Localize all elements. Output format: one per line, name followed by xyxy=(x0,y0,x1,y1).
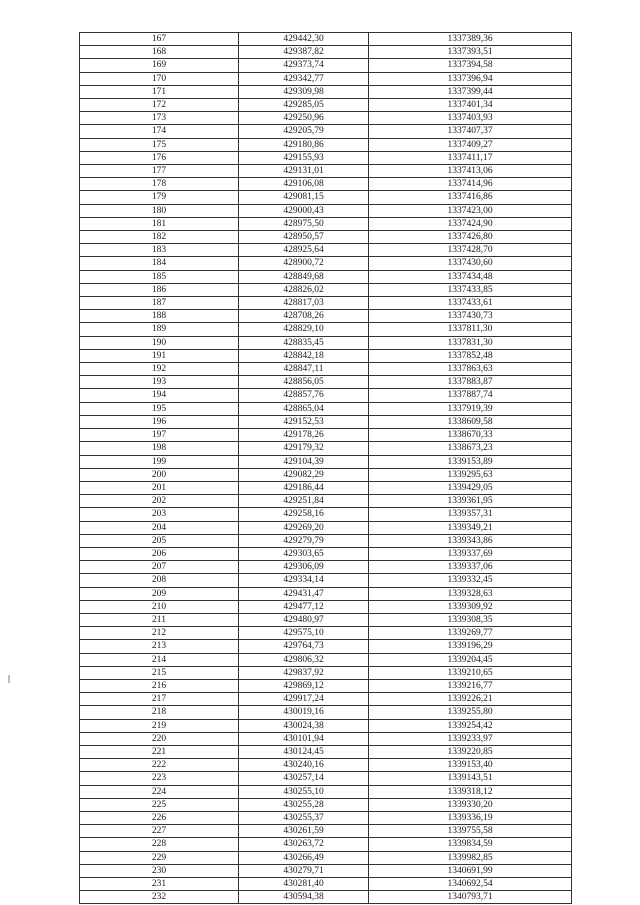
point-number-cell: 222 xyxy=(80,759,239,772)
x-coordinate-cell: 428849,68 xyxy=(239,270,369,283)
table-row xyxy=(80,85,572,98)
y-coordinate-cell: 1337389,36 xyxy=(369,33,572,46)
y-coordinate-cell: 1339216,77 xyxy=(369,679,572,692)
x-coordinate-cell: 430281,40 xyxy=(239,878,369,891)
table-row xyxy=(80,627,572,640)
table-row xyxy=(80,46,572,59)
y-coordinate-cell: 1337426,80 xyxy=(369,231,572,244)
point-number-cell: 182 xyxy=(80,231,239,244)
point-number-cell: 168 xyxy=(80,46,239,59)
point-number-cell: 191 xyxy=(80,349,239,362)
x-coordinate-cell: 430101,94 xyxy=(239,732,369,745)
table-row xyxy=(80,402,572,415)
point-number-cell: 210 xyxy=(80,600,239,613)
table-row xyxy=(80,759,572,772)
y-coordinate-cell: 1337831,30 xyxy=(369,336,572,349)
y-coordinate-cell: 1339308,35 xyxy=(369,613,572,626)
y-coordinate-cell: 1337394,58 xyxy=(369,59,572,72)
x-coordinate-cell: 428817,03 xyxy=(239,297,369,310)
x-coordinate-cell: 428900,72 xyxy=(239,257,369,270)
x-coordinate-cell: 428708,26 xyxy=(239,310,369,323)
x-coordinate-cell: 429178,26 xyxy=(239,429,369,442)
x-coordinate-cell: 430594,38 xyxy=(239,891,369,904)
point-number-cell: 197 xyxy=(80,429,239,442)
x-coordinate-cell: 429285,05 xyxy=(239,99,369,112)
point-number-cell: 175 xyxy=(80,138,239,151)
y-coordinate-cell: 1339153,89 xyxy=(369,455,572,468)
y-coordinate-cell: 1337430,60 xyxy=(369,257,572,270)
point-number-cell: 212 xyxy=(80,627,239,640)
table-row xyxy=(80,349,572,362)
x-coordinate-cell: 430255,10 xyxy=(239,785,369,798)
table-row xyxy=(80,33,572,46)
point-number-cell: 199 xyxy=(80,455,239,468)
y-coordinate-cell: 1339349,21 xyxy=(369,521,572,534)
table-row xyxy=(80,666,572,679)
table-row xyxy=(80,613,572,626)
y-coordinate-cell: 1337887,74 xyxy=(369,389,572,402)
point-number-cell: 204 xyxy=(80,521,239,534)
table-row xyxy=(80,415,572,428)
x-coordinate-cell: 429258,16 xyxy=(239,508,369,521)
y-coordinate-cell: 1339153,40 xyxy=(369,759,572,772)
point-number-cell: 169 xyxy=(80,59,239,72)
y-coordinate-cell: 1337433,85 xyxy=(369,283,572,296)
point-number-cell: 192 xyxy=(80,363,239,376)
y-coordinate-cell: 1337811,30 xyxy=(369,323,572,336)
table-row xyxy=(80,811,572,824)
table-row xyxy=(80,151,572,164)
table-row xyxy=(80,587,572,600)
x-coordinate-cell: 429303,65 xyxy=(239,547,369,560)
table-row xyxy=(80,442,572,455)
x-coordinate-cell: 430261,59 xyxy=(239,825,369,838)
x-coordinate-cell: 429837,92 xyxy=(239,666,369,679)
y-coordinate-cell: 1339982,85 xyxy=(369,851,572,864)
y-coordinate-cell: 1339220,85 xyxy=(369,745,572,758)
y-coordinate-cell: 1337414,96 xyxy=(369,178,572,191)
point-number-cell: 179 xyxy=(80,191,239,204)
point-number-cell: 180 xyxy=(80,204,239,217)
table-row xyxy=(80,99,572,112)
y-coordinate-cell: 1339337,69 xyxy=(369,547,572,560)
y-coordinate-cell: 1339357,31 xyxy=(369,508,572,521)
y-coordinate-cell: 1339295,63 xyxy=(369,468,572,481)
point-number-cell: 223 xyxy=(80,772,239,785)
y-coordinate-cell: 1337919,39 xyxy=(369,402,572,415)
x-coordinate-cell: 429764,73 xyxy=(239,640,369,653)
table-row xyxy=(80,534,572,547)
y-coordinate-cell: 1340691,99 xyxy=(369,864,572,877)
point-number-cell: 215 xyxy=(80,666,239,679)
table-row xyxy=(80,257,572,270)
y-coordinate-cell: 1339361,95 xyxy=(369,495,572,508)
point-number-cell: 167 xyxy=(80,33,239,46)
point-number-cell: 226 xyxy=(80,811,239,824)
point-number-cell: 171 xyxy=(80,85,239,98)
table-row xyxy=(80,217,572,230)
table-row xyxy=(80,178,572,191)
y-coordinate-cell: 1339318,12 xyxy=(369,785,572,798)
table-row xyxy=(80,59,572,72)
x-coordinate-cell: 430257,14 xyxy=(239,772,369,785)
x-coordinate-cell: 430263,72 xyxy=(239,838,369,851)
y-coordinate-cell: 1337393,51 xyxy=(369,46,572,59)
point-number-cell: 187 xyxy=(80,297,239,310)
y-coordinate-cell: 1339226,21 xyxy=(369,693,572,706)
table-row xyxy=(80,785,572,798)
table-row xyxy=(80,732,572,745)
y-coordinate-cell: 1337416,86 xyxy=(369,191,572,204)
point-number-cell: 206 xyxy=(80,547,239,560)
point-number-cell: 208 xyxy=(80,574,239,587)
x-coordinate-cell: 428826,02 xyxy=(239,283,369,296)
y-coordinate-cell: 1337863,63 xyxy=(369,363,572,376)
x-coordinate-cell: 428950,57 xyxy=(239,231,369,244)
x-coordinate-cell: 429250,96 xyxy=(239,112,369,125)
x-coordinate-cell: 429575,10 xyxy=(239,627,369,640)
point-number-cell: 207 xyxy=(80,561,239,574)
table-row xyxy=(80,864,572,877)
y-coordinate-cell: 1337411,17 xyxy=(369,151,572,164)
x-coordinate-cell: 429334,14 xyxy=(239,574,369,587)
table-row xyxy=(80,72,572,85)
x-coordinate-cell: 429082,29 xyxy=(239,468,369,481)
table-row xyxy=(80,455,572,468)
table-row xyxy=(80,574,572,587)
y-coordinate-cell: 1340793,71 xyxy=(369,891,572,904)
point-number-cell: 227 xyxy=(80,825,239,838)
x-coordinate-cell: 429309,98 xyxy=(239,85,369,98)
point-number-cell: 232 xyxy=(80,891,239,904)
table-row xyxy=(80,851,572,864)
x-coordinate-cell: 428856,05 xyxy=(239,376,369,389)
table-row xyxy=(80,283,572,296)
y-coordinate-cell: 1339328,63 xyxy=(369,587,572,600)
table-row xyxy=(80,745,572,758)
table-row xyxy=(80,165,572,178)
y-coordinate-cell: 1338670,33 xyxy=(369,429,572,442)
x-coordinate-cell: 429480,97 xyxy=(239,613,369,626)
y-coordinate-cell: 1339337,06 xyxy=(369,561,572,574)
x-coordinate-cell: 429806,32 xyxy=(239,653,369,666)
y-coordinate-cell: 1337409,27 xyxy=(369,138,572,151)
table-row xyxy=(80,640,572,653)
x-coordinate-cell: 429205,79 xyxy=(239,125,369,138)
y-coordinate-cell: 1339755,58 xyxy=(369,825,572,838)
table-row xyxy=(80,270,572,283)
y-coordinate-cell: 1339233,97 xyxy=(369,732,572,745)
table-row xyxy=(80,706,572,719)
y-coordinate-cell: 1339834,59 xyxy=(369,838,572,851)
table-row xyxy=(80,679,572,692)
table-row xyxy=(80,336,572,349)
table-row xyxy=(80,561,572,574)
point-number-cell: 213 xyxy=(80,640,239,653)
point-number-cell: 228 xyxy=(80,838,239,851)
x-coordinate-cell: 429477,12 xyxy=(239,600,369,613)
x-coordinate-cell: 429917,24 xyxy=(239,693,369,706)
x-coordinate-cell: 428842,18 xyxy=(239,349,369,362)
scan-edge-mark xyxy=(8,675,10,683)
table-row xyxy=(80,838,572,851)
x-coordinate-cell: 429342,77 xyxy=(239,72,369,85)
y-coordinate-cell: 1339429,05 xyxy=(369,481,572,494)
y-coordinate-cell: 1339309,92 xyxy=(369,600,572,613)
table-row xyxy=(80,719,572,732)
point-number-cell: 183 xyxy=(80,244,239,257)
point-number-cell: 231 xyxy=(80,878,239,891)
point-number-cell: 170 xyxy=(80,72,239,85)
y-coordinate-cell: 1339343,86 xyxy=(369,534,572,547)
table-row xyxy=(80,204,572,217)
point-number-cell: 224 xyxy=(80,785,239,798)
x-coordinate-cell: 428925,64 xyxy=(239,244,369,257)
point-number-cell: 216 xyxy=(80,679,239,692)
x-coordinate-cell: 428835,45 xyxy=(239,336,369,349)
table-row xyxy=(80,521,572,534)
point-number-cell: 172 xyxy=(80,99,239,112)
table-row xyxy=(80,231,572,244)
point-number-cell: 205 xyxy=(80,534,239,547)
x-coordinate-cell: 428857,76 xyxy=(239,389,369,402)
x-coordinate-cell: 429442,30 xyxy=(239,33,369,46)
x-coordinate-cell: 430255,28 xyxy=(239,798,369,811)
x-coordinate-cell: 430255,37 xyxy=(239,811,369,824)
y-coordinate-cell: 1337396,94 xyxy=(369,72,572,85)
x-coordinate-cell: 429431,47 xyxy=(239,587,369,600)
x-coordinate-cell: 430124,45 xyxy=(239,745,369,758)
table-row xyxy=(80,468,572,481)
x-coordinate-cell: 429373,74 xyxy=(239,59,369,72)
y-coordinate-cell: 1340692,54 xyxy=(369,878,572,891)
y-coordinate-cell: 1337403,93 xyxy=(369,112,572,125)
table-row xyxy=(80,547,572,560)
table-row xyxy=(80,600,572,613)
x-coordinate-cell: 429179,32 xyxy=(239,442,369,455)
point-number-cell: 174 xyxy=(80,125,239,138)
point-number-cell: 217 xyxy=(80,693,239,706)
x-coordinate-cell: 429269,20 xyxy=(239,521,369,534)
table-row xyxy=(80,323,572,336)
x-coordinate-cell: 428829,10 xyxy=(239,323,369,336)
y-coordinate-cell: 1337430,73 xyxy=(369,310,572,323)
y-coordinate-cell: 1339254,42 xyxy=(369,719,572,732)
point-number-cell: 189 xyxy=(80,323,239,336)
table-row xyxy=(80,825,572,838)
point-number-cell: 211 xyxy=(80,613,239,626)
y-coordinate-cell: 1337407,37 xyxy=(369,125,572,138)
coordinates-table xyxy=(79,32,572,904)
y-coordinate-cell: 1338609,58 xyxy=(369,415,572,428)
point-number-cell: 178 xyxy=(80,178,239,191)
table-row xyxy=(80,878,572,891)
x-coordinate-cell: 429306,09 xyxy=(239,561,369,574)
table-row xyxy=(80,297,572,310)
table-row xyxy=(80,310,572,323)
point-number-cell: 190 xyxy=(80,336,239,349)
point-number-cell: 176 xyxy=(80,151,239,164)
point-number-cell: 225 xyxy=(80,798,239,811)
y-coordinate-cell: 1337399,44 xyxy=(369,85,572,98)
point-number-cell: 173 xyxy=(80,112,239,125)
point-number-cell: 194 xyxy=(80,389,239,402)
x-coordinate-cell: 429000,43 xyxy=(239,204,369,217)
point-number-cell: 219 xyxy=(80,719,239,732)
y-coordinate-cell: 1337423,00 xyxy=(369,204,572,217)
x-coordinate-cell: 430024,38 xyxy=(239,719,369,732)
y-coordinate-cell: 1339269,77 xyxy=(369,627,572,640)
x-coordinate-cell: 429104,39 xyxy=(239,455,369,468)
table-row xyxy=(80,376,572,389)
point-number-cell: 202 xyxy=(80,495,239,508)
point-number-cell: 209 xyxy=(80,587,239,600)
point-number-cell: 203 xyxy=(80,508,239,521)
point-number-cell: 186 xyxy=(80,283,239,296)
y-coordinate-cell: 1338673,23 xyxy=(369,442,572,455)
table-row xyxy=(80,244,572,257)
point-number-cell: 200 xyxy=(80,468,239,481)
x-coordinate-cell: 429869,12 xyxy=(239,679,369,692)
point-number-cell: 184 xyxy=(80,257,239,270)
x-coordinate-cell: 428847,11 xyxy=(239,363,369,376)
point-number-cell: 193 xyxy=(80,376,239,389)
x-coordinate-cell: 429186,44 xyxy=(239,481,369,494)
point-number-cell: 195 xyxy=(80,402,239,415)
y-coordinate-cell: 1337424,90 xyxy=(369,217,572,230)
point-number-cell: 214 xyxy=(80,653,239,666)
table-row xyxy=(80,125,572,138)
y-coordinate-cell: 1339196,29 xyxy=(369,640,572,653)
point-number-cell: 220 xyxy=(80,732,239,745)
y-coordinate-cell: 1337401,34 xyxy=(369,99,572,112)
x-coordinate-cell: 428865,04 xyxy=(239,402,369,415)
x-coordinate-cell: 429131,01 xyxy=(239,165,369,178)
y-coordinate-cell: 1339336,19 xyxy=(369,811,572,824)
table-row xyxy=(80,429,572,442)
x-coordinate-cell: 430019,16 xyxy=(239,706,369,719)
point-number-cell: 188 xyxy=(80,310,239,323)
y-coordinate-cell: 1337433,61 xyxy=(369,297,572,310)
table-row xyxy=(80,191,572,204)
point-number-cell: 218 xyxy=(80,706,239,719)
x-coordinate-cell: 429106,08 xyxy=(239,178,369,191)
table-row xyxy=(80,481,572,494)
table-row xyxy=(80,112,572,125)
table-row xyxy=(80,653,572,666)
table-row xyxy=(80,138,572,151)
x-coordinate-cell: 430240,16 xyxy=(239,759,369,772)
table-row xyxy=(80,389,572,402)
y-coordinate-cell: 1339210,65 xyxy=(369,666,572,679)
point-number-cell: 221 xyxy=(80,745,239,758)
x-coordinate-cell: 430266,49 xyxy=(239,851,369,864)
y-coordinate-cell: 1339330,20 xyxy=(369,798,572,811)
y-coordinate-cell: 1337852,48 xyxy=(369,349,572,362)
x-coordinate-cell: 429180,86 xyxy=(239,138,369,151)
point-number-cell: 181 xyxy=(80,217,239,230)
x-coordinate-cell: 429155,93 xyxy=(239,151,369,164)
table-row xyxy=(80,798,572,811)
point-number-cell: 185 xyxy=(80,270,239,283)
point-number-cell: 230 xyxy=(80,864,239,877)
x-coordinate-cell: 429387,82 xyxy=(239,46,369,59)
y-coordinate-cell: 1339255,80 xyxy=(369,706,572,719)
coordinates-table-body xyxy=(80,33,572,904)
y-coordinate-cell: 1337413,06 xyxy=(369,165,572,178)
table-row xyxy=(80,495,572,508)
x-coordinate-cell: 429081,15 xyxy=(239,191,369,204)
x-coordinate-cell: 430279,71 xyxy=(239,864,369,877)
x-coordinate-cell: 429279,79 xyxy=(239,534,369,547)
y-coordinate-cell: 1337883,87 xyxy=(369,376,572,389)
point-number-cell: 177 xyxy=(80,165,239,178)
y-coordinate-cell: 1337428,70 xyxy=(369,244,572,257)
table-row xyxy=(80,693,572,706)
y-coordinate-cell: 1339204,45 xyxy=(369,653,572,666)
point-number-cell: 196 xyxy=(80,415,239,428)
point-number-cell: 198 xyxy=(80,442,239,455)
table-row xyxy=(80,363,572,376)
point-number-cell: 229 xyxy=(80,851,239,864)
y-coordinate-cell: 1339143,51 xyxy=(369,772,572,785)
x-coordinate-cell: 429251,84 xyxy=(239,495,369,508)
table-row xyxy=(80,508,572,521)
point-number-cell: 201 xyxy=(80,481,239,494)
table-row xyxy=(80,891,572,904)
x-coordinate-cell: 428975,50 xyxy=(239,217,369,230)
y-coordinate-cell: 1339332,45 xyxy=(369,574,572,587)
x-coordinate-cell: 429152,53 xyxy=(239,415,369,428)
y-coordinate-cell: 1337434,48 xyxy=(369,270,572,283)
table-row xyxy=(80,772,572,785)
